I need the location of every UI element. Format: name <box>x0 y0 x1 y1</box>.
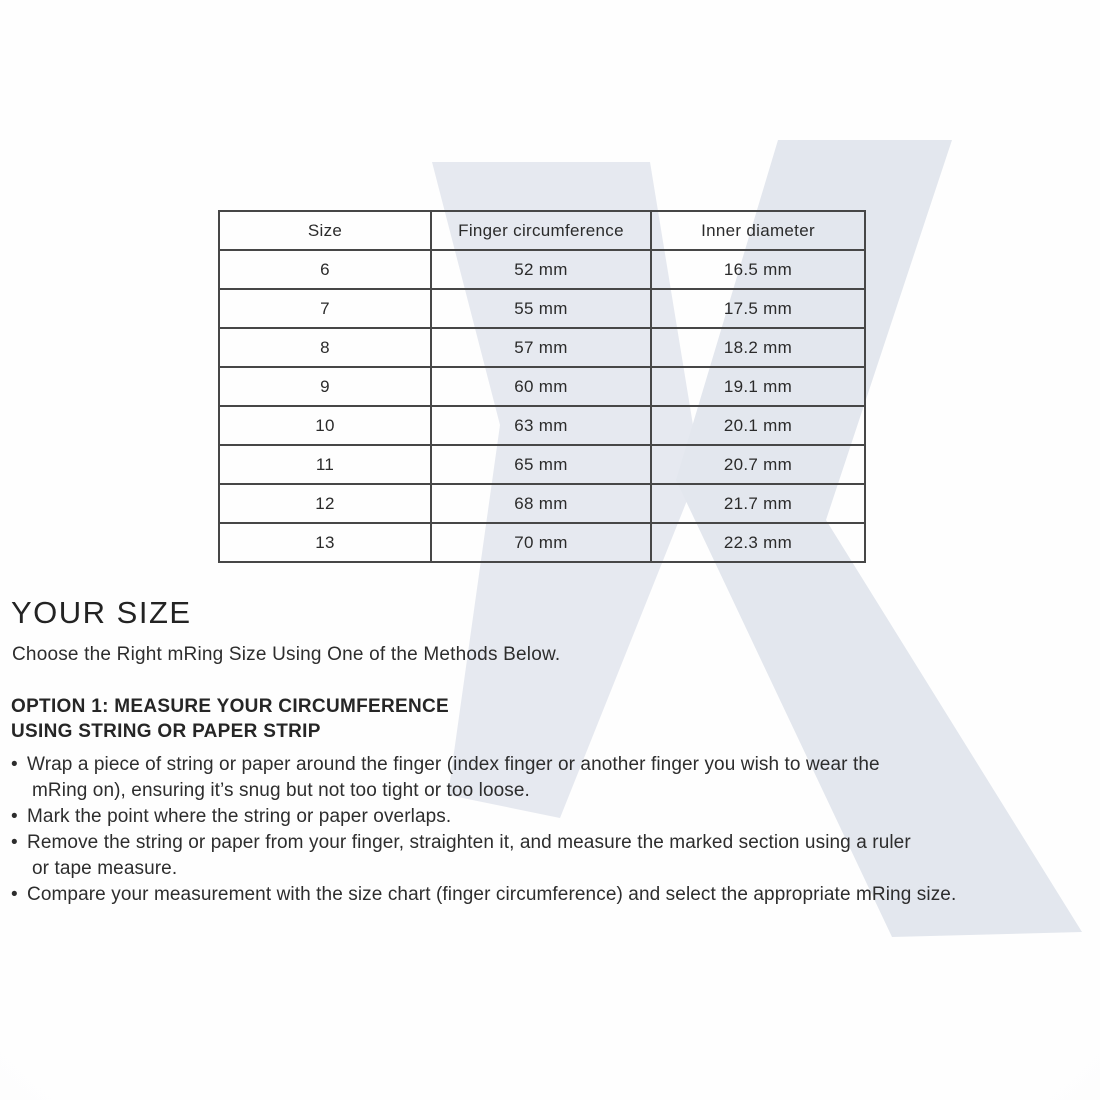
diameter-cell: 20.1 mm <box>651 406 865 445</box>
header-row <box>219 211 865 250</box>
option1-heading-line1: OPTION 1: MEASURE YOUR CIRCUMFERENCE <box>11 696 449 717</box>
diameter-cell: 22.3 mm <box>651 523 865 562</box>
instruction-line: Mark the point where the string or paper overlaps. <box>27 806 452 827</box>
circumference-cell: 55 mm <box>431 289 651 328</box>
circumference-cell: 60 mm <box>431 367 651 406</box>
page-title: YOUR SIZE <box>11 595 192 630</box>
circumference-cell: 52 mm <box>431 250 651 289</box>
table-row <box>219 406 865 445</box>
size-cell: 12 <box>219 484 431 523</box>
size-cell: 9 <box>219 367 431 406</box>
instruction-line: Compare your measurement with the size chart (finger circumference) and select the appropriate mRing size. <box>27 884 957 905</box>
instruction-line: mRing on), ensuring it’s snug but not too tight or too loose. <box>32 780 530 801</box>
option1-section <box>11 694 1097 908</box>
circumference-cell: 57 mm <box>431 328 651 367</box>
diameter-cell: 17.5 mm <box>651 289 865 328</box>
circumference-cell: 65 mm <box>431 445 651 484</box>
instruction-line: Remove the string or paper from your finger, straighten it, and measure the marked section using a ruler <box>27 832 911 853</box>
list-item <box>11 882 1097 908</box>
bullet-icon: • <box>11 832 18 853</box>
size-cell: 11 <box>219 445 431 484</box>
column-header-diameter: Inner diameter <box>651 211 865 250</box>
list-item <box>11 752 1097 804</box>
table-row <box>219 367 865 406</box>
size-cell: 10 <box>219 406 431 445</box>
option1-heading <box>11 694 1097 744</box>
table-row <box>219 445 865 484</box>
column-header-circumference: Finger circumference <box>431 211 651 250</box>
circumference-cell: 68 mm <box>431 484 651 523</box>
size-chart-table <box>218 210 866 563</box>
circumference-cell: 63 mm <box>431 406 651 445</box>
bullet-icon: • <box>11 806 18 827</box>
bullet-icon: • <box>11 884 18 905</box>
diameter-cell: 21.7 mm <box>651 484 865 523</box>
table-row <box>219 523 865 562</box>
size-cell: 8 <box>219 328 431 367</box>
subtitle: Choose the Right mRing Size Using One of the Methods Below. <box>12 644 561 665</box>
diameter-cell: 16.5 mm <box>651 250 865 289</box>
size-cell: 7 <box>219 289 431 328</box>
instruction-line: Wrap a piece of string or paper around the finger (index finger or another finger you wish to wear the <box>27 754 880 775</box>
list-item <box>11 830 1097 882</box>
diameter-cell: 20.7 mm <box>651 445 865 484</box>
your-size-section <box>11 595 560 666</box>
option1-heading-line2: USING STRING OR PAPER STRIP <box>11 721 321 742</box>
circumference-cell: 70 mm <box>431 523 651 562</box>
column-header-size: Size <box>219 211 431 250</box>
diameter-cell: 19.1 mm <box>651 367 865 406</box>
table-row <box>219 484 865 523</box>
table-row <box>219 328 865 367</box>
table-row <box>219 289 865 328</box>
table-row <box>219 250 865 289</box>
bullet-icon: • <box>11 754 18 775</box>
size-cell: 13 <box>219 523 431 562</box>
instruction-list <box>11 752 1097 908</box>
instruction-line: or tape measure. <box>32 858 178 879</box>
list-item <box>11 804 1097 830</box>
size-cell: 6 <box>219 250 431 289</box>
diameter-cell: 18.2 mm <box>651 328 865 367</box>
